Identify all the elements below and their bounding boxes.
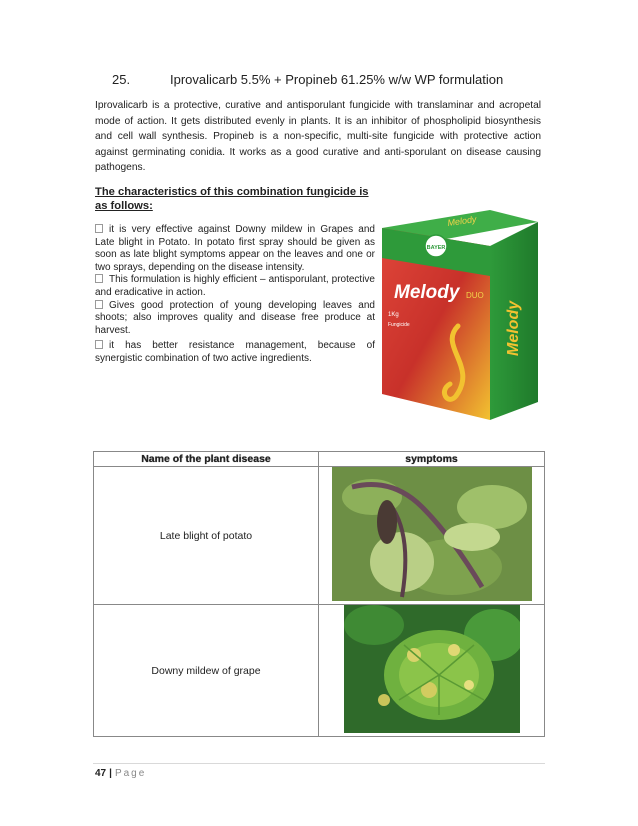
footer-divider [93, 763, 545, 764]
section-title: Iprovalicarb 5.5% + Propineb 61.25% w/w WP formulation [170, 72, 504, 87]
bullet-box-icon [95, 224, 103, 233]
product-pack-image [378, 206, 542, 426]
symptom-cell [319, 467, 545, 605]
bayer-logo-text: BAYER [426, 245, 446, 251]
symptom-cell [319, 605, 545, 737]
list-item: Gives good protection of young developing leaves and shoots; also improves quality and disease free produce at harvest. [95, 299, 375, 336]
page-footer [95, 768, 146, 779]
disease-name: Downy mildew of grape [94, 605, 319, 737]
bullet-box-icon [95, 300, 103, 309]
bullet-box-icon [95, 274, 103, 283]
table-row [94, 467, 545, 605]
table-header: symptoms [319, 452, 545, 467]
page-label: Page [114, 768, 147, 779]
pack-brand-name: Melody [394, 282, 460, 303]
bullet-box-icon [95, 340, 103, 349]
section-heading [112, 72, 503, 87]
pack-side-label: Melody [505, 300, 522, 356]
pack-brand-suffix: DUO [466, 291, 484, 300]
pack-top-label: Melody [446, 214, 478, 228]
table-header: Name of the plant disease [94, 452, 319, 467]
table-header-row [94, 452, 545, 467]
characteristics-title: The characteristics of this combination fungicide is as follows: [95, 186, 369, 212]
list-item: it is very effective against Downy mildew in Grapes and Late blight in Potato. In potato first spray should be given as soon as late blight symptoms appear on the leaves and one or two sprays, depending on the disease intensity. [95, 224, 375, 273]
list-item: This formulation is highly efficient – antisporulant, protective and eradicative in action. [95, 274, 375, 298]
footer-separator: | [109, 768, 112, 779]
table-row [94, 605, 545, 737]
section-number: 25. [112, 72, 131, 87]
disease-table [93, 451, 545, 737]
pack-weight: 1Kg [388, 312, 399, 318]
list-item: it has better resistance management, because of synergistic combination of two active ingredients. [95, 340, 375, 364]
late-blight-photo [332, 467, 532, 601]
intro-paragraph: Iprovalicarb is a protective, curative and antisporulant fungicide with translaminar and acropetal mode of action. It gets distributed evenly in plants. It is an inhibitor of phospholipid biosynthesis and cell wall synthesis. Propineb is a non-specific, multi-site fungicide with protective action against germinating conidia. It works as a good curative and anti-sporulant on disease causing pathogens. [95, 100, 541, 174]
characteristics-list [95, 224, 375, 366]
pack-category: Fungicide [388, 322, 410, 328]
downy-mildew-photo [344, 605, 520, 733]
page-number: 47 [95, 768, 107, 779]
disease-name: Late blight of potato [94, 467, 319, 605]
